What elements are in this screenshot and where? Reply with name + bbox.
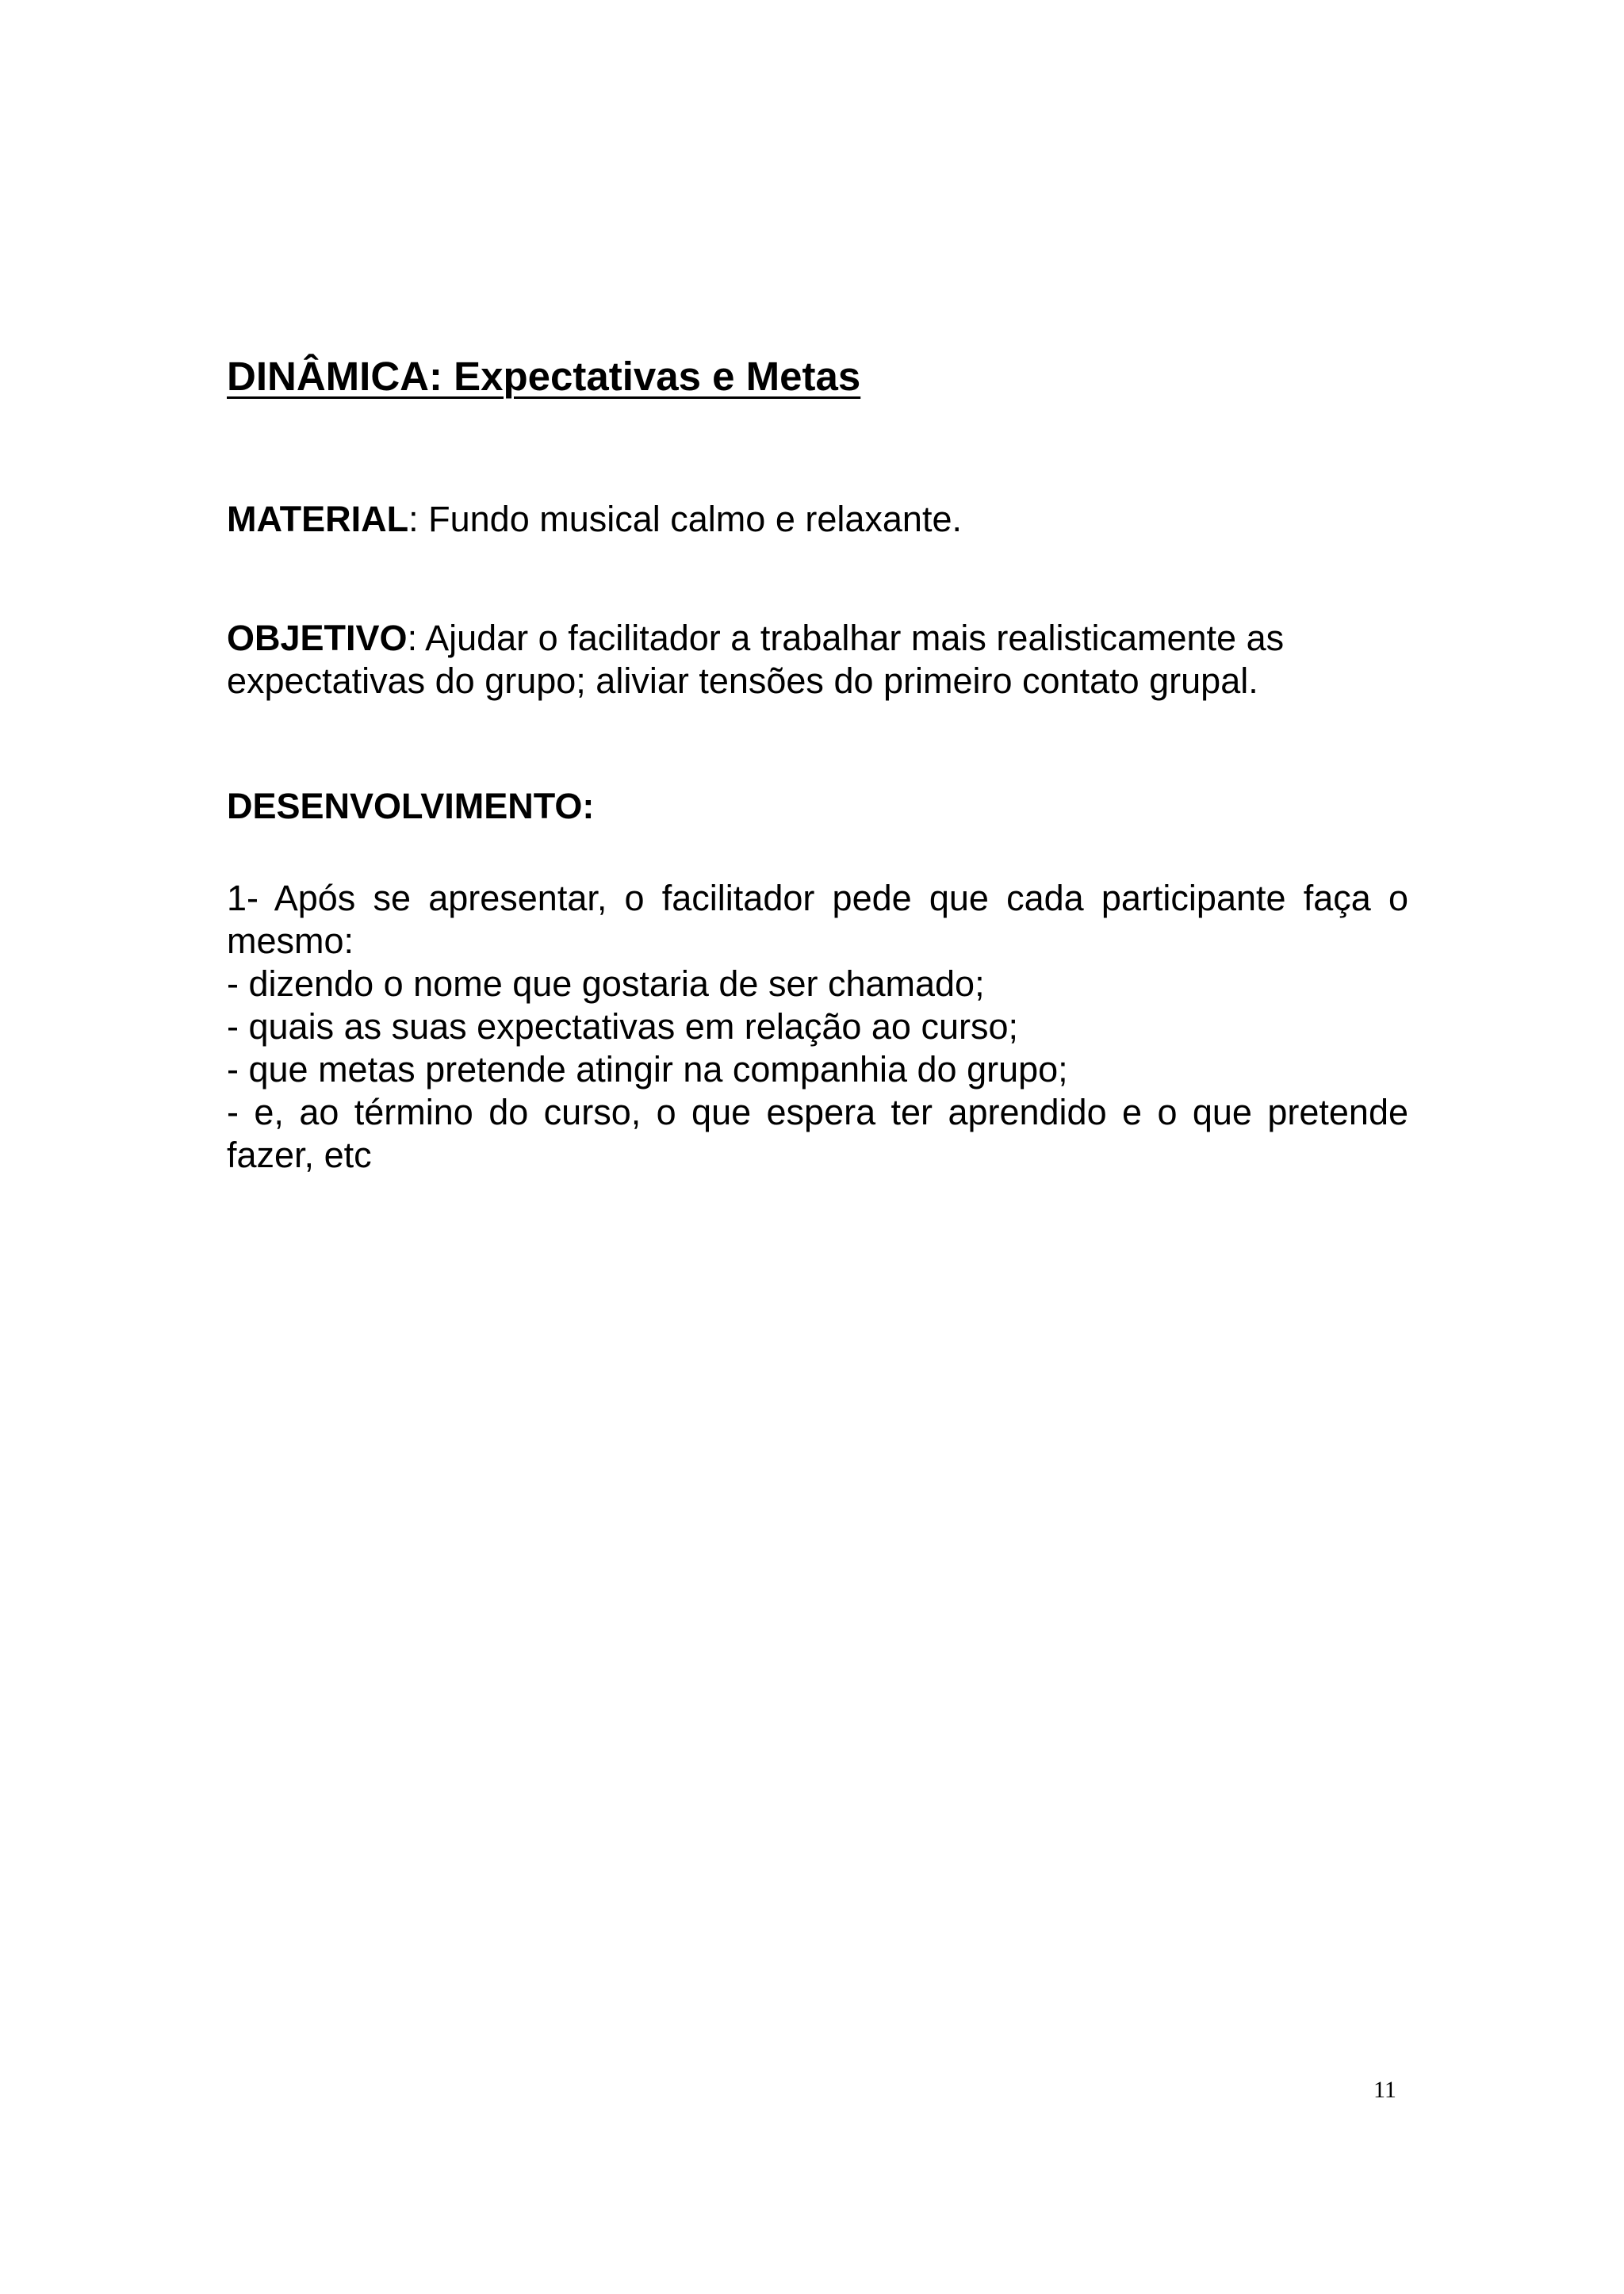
objetivo-label: OBJETIVO [227, 618, 408, 658]
desenvolvimento-list [227, 877, 1408, 1177]
list-item: - que metas pretende atingir na companhia do grupo; [227, 1049, 1068, 1090]
desenvolvimento-heading: DESENVOLVIMENTO: [227, 786, 595, 826]
list-item: 1- Após se apresentar, o facilitador pede que cada participante faça o mesmo: [227, 878, 1408, 961]
objetivo-text: : Ajudar o facilitador a trabalhar mais realisticamente as expectativas do grupo; aliviar tensões do primeiro contato grupal. [227, 618, 1285, 701]
material-text: : Fundo musical calmo e relaxante. [408, 499, 962, 539]
material-section [227, 498, 1408, 541]
list-item: - dizendo o nome que gostaria de ser chamado; [227, 963, 985, 1004]
page-title: DINÂMICA: Expectativas e Metas [227, 354, 861, 399]
page-number: 11 [1373, 2077, 1396, 2103]
objetivo-section [227, 617, 1408, 703]
material-label: MATERIAL [227, 499, 409, 539]
list-item: - quais as suas expectativas em relação ao curso; [227, 1006, 1018, 1047]
list-item: - e, ao término do curso, o que espera ter aprendido e o que pretende fazer, etc [227, 1092, 1408, 1175]
